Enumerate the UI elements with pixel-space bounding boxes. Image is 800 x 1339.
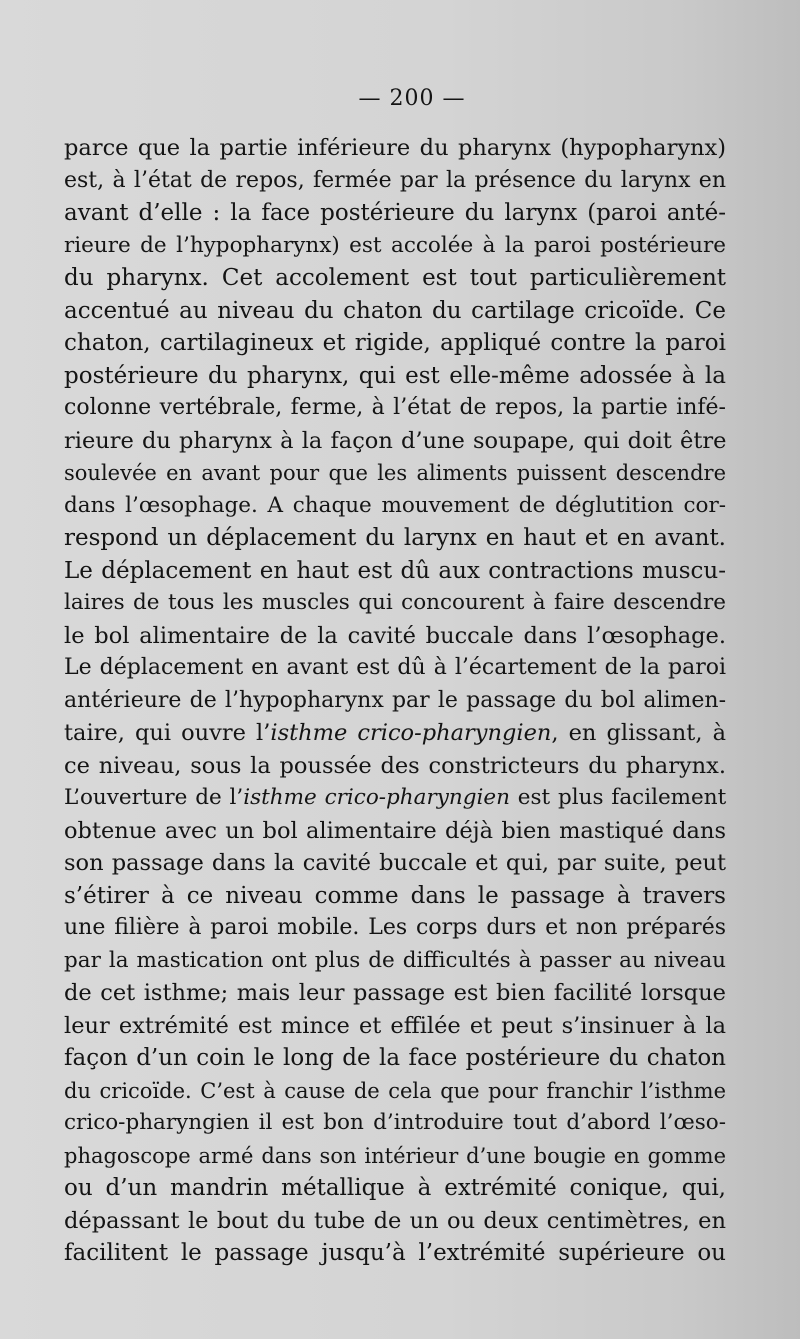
line-text: rieure de l’hypopharynx) est accolée à la paroi postérieure — [64, 232, 726, 258]
text-line — [64, 815, 726, 848]
text-line — [64, 912, 726, 945]
text-line — [64, 977, 726, 1010]
line-text-tail: est plus facilement — [509, 785, 727, 810]
text-line — [64, 1107, 726, 1140]
text-line — [64, 652, 726, 685]
text-line — [64, 522, 726, 555]
text-line — [64, 1075, 726, 1108]
line-text: façon d’un coin le long de la face postérieure du chaton — [64, 1045, 726, 1071]
text-line — [64, 1042, 726, 1075]
text-line — [64, 1172, 726, 1205]
line-text: rieure du pharynx à la façon d’une soupape, qui doit être — [64, 427, 727, 454]
text-line — [64, 587, 726, 620]
line-text: dépassant le bout du tube de un ou deux centimètres, en — [64, 1207, 726, 1234]
text-line — [64, 490, 726, 523]
text-line — [64, 945, 726, 978]
line-text: est, à l’état de repos, fermée par la présence du larynx en — [64, 167, 726, 193]
italic-term: isthme crico-pharyngien — [270, 720, 552, 746]
line-text: crico-pharyngien il est bon d’introduire tout d’abord l’œso- — [64, 1110, 726, 1135]
text-line — [64, 620, 726, 653]
line-text: phagoscope armé dans son intérieur d’une bougie en gomme — [64, 1143, 726, 1168]
line-text: par la mastication ont plus de difficultés à passer au niveau — [64, 947, 726, 973]
text-line — [64, 327, 726, 360]
text-line — [64, 1237, 726, 1270]
line-text: dans l’œsophage. A chaque mouvement de déglutition cor- — [64, 492, 726, 518]
page-number: — 200 — — [358, 86, 466, 111]
text-line — [64, 230, 726, 263]
text-line — [64, 1140, 726, 1173]
text-line — [64, 425, 726, 458]
line-text: le bol alimentaire de la cavité buccale dans l’œsophage. — [64, 622, 726, 649]
line-text: postérieure du pharynx, qui est elle-même adossée à la — [64, 362, 726, 389]
line-text: du pharynx. Cet accolement est tout particulièrement — [64, 265, 726, 291]
line-text: Le déplacement en avant est dû à l’écartement de la paroi — [64, 655, 726, 680]
line-text: son passage dans la cavité buccale et qui, par suite, peut — [64, 850, 727, 876]
text-line — [64, 360, 726, 393]
line-text: ou d’un mandrin métallique à extrémité conique, qui, — [64, 1175, 726, 1201]
text-line — [64, 880, 726, 913]
italic-term: isthme crico-pharyngien — [243, 785, 510, 810]
line-text: facilitent le passage jusqu’à l’extrémité supérieure ou — [64, 1240, 726, 1266]
text-line — [64, 165, 726, 198]
line-text: accentué au niveau du chaton du cartilage cricoïde. Ce — [64, 297, 726, 324]
line-text: colonne vertébrale, ferme, à l’état de repos, la partie infé- — [64, 395, 726, 420]
line-text: taire, qui ouvre l’ — [64, 720, 271, 746]
line-text: ce niveau, sous la poussée des constricteurs du pharynx. — [64, 752, 726, 779]
line-text: respond un déplacement du larynx en haut et en avant. — [64, 525, 726, 551]
text-line — [64, 750, 726, 783]
line-text: de cet isthme; mais leur passage est bien facilité lorsque — [64, 980, 726, 1006]
line-text: leur extrémité est mince et effilée et peut s’insinuer à la — [64, 1012, 726, 1039]
line-text: avant d’elle : la face postérieure du larynx (paroi anté- — [64, 200, 726, 226]
line-text: L’ouverture de l’ — [64, 785, 244, 810]
line-text: obtenue avec un bol alimentaire déjà bien mastiqué dans — [64, 817, 726, 844]
text-line — [64, 457, 726, 490]
line-text: parce que la partie inférieure du pharynx (hypopharynx) — [64, 135, 726, 161]
text-line — [64, 555, 726, 588]
line-text: laires de tous les muscles qui concourent à faire descendre — [64, 590, 726, 615]
text-line — [64, 847, 726, 880]
line-text: du cricoïde. C’est à cause de cela que pour franchir l’isthme — [64, 1078, 726, 1103]
line-text: chaton, cartilagineux et rigide, appliqué contre la paroi — [64, 330, 726, 356]
text-line — [64, 132, 726, 165]
text-line — [64, 1205, 726, 1238]
text-line — [64, 717, 726, 750]
text-line — [64, 782, 726, 815]
text-line — [64, 295, 726, 328]
line-text: une filière à paroi mobile. Les corps durs et non préparés — [64, 915, 726, 940]
text-line — [64, 197, 726, 230]
line-text: antérieure de l’hypopharynx par le passage du bol alimen- — [64, 687, 726, 713]
line-text: Le déplacement en haut est dû aux contractions muscu- — [64, 557, 726, 584]
body-text — [64, 132, 726, 1270]
line-text-tail: , en glissant, à — [551, 720, 726, 746]
text-line — [64, 685, 726, 718]
line-text: soulevée en avant pour que les aliments puissent descendre — [64, 461, 726, 485]
text-line — [64, 1010, 726, 1043]
line-text: s’étirer à ce niveau comme dans le passage à travers — [64, 882, 726, 909]
text-line — [64, 392, 726, 425]
text-line — [64, 262, 726, 295]
